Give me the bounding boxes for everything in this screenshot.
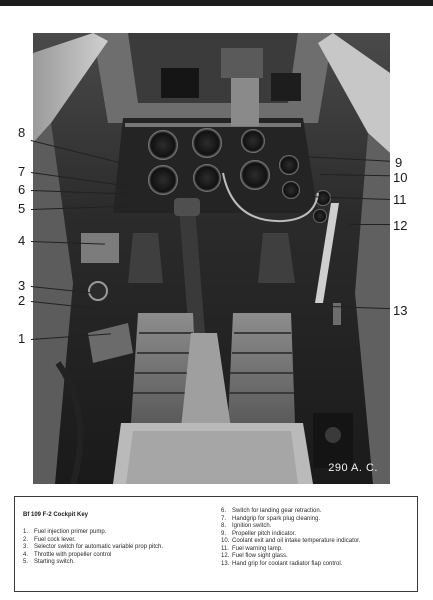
key-item-number: 12. (221, 553, 230, 559)
key-item-text: Switch for landing gear retraction. (232, 508, 322, 514)
key-list-left (23, 529, 203, 567)
callout-2: 2 (18, 293, 26, 308)
key-item-number: 11. (221, 545, 229, 552)
key-item (221, 561, 416, 569)
key-item-number: 7. (221, 515, 227, 522)
key-title: Bf 109 F-2 Cockpit Key (23, 512, 89, 518)
key-item (221, 553, 416, 561)
cockpit-illustration (33, 33, 390, 484)
callout-10: 10 (393, 170, 408, 185)
key-item-number: 8. (221, 523, 227, 529)
key-item (23, 537, 203, 545)
key-item-text: Starting switch. (34, 559, 75, 565)
cockpit-photo (33, 33, 390, 484)
key-item (23, 529, 203, 537)
key-item (221, 516, 416, 524)
key-item-number: 4. (23, 551, 29, 558)
key-item-number: 5. (23, 559, 29, 565)
key-item (221, 531, 416, 539)
key-item-text: Ignition switch. (232, 523, 272, 529)
callout-12: 12 (393, 218, 408, 233)
key-item-number: 2. (23, 536, 29, 543)
cockpit-key-box (14, 496, 418, 592)
key-item (221, 508, 416, 516)
callout-11: 11 (393, 192, 407, 207)
leader-line-12 (350, 224, 390, 225)
key-item-text: Throttle with propeller control (34, 551, 112, 558)
key-item (23, 552, 203, 560)
key-item (221, 523, 416, 531)
photo-area (0, 6, 433, 478)
key-list-right (221, 508, 416, 568)
callout-6: 6 (18, 182, 26, 197)
key-item-number: 9. (221, 530, 227, 537)
key-item-number: 10. (221, 538, 230, 544)
callout-5: 5 (18, 201, 26, 216)
key-item-text: Hand grip for coolant radiator flap control. (232, 560, 343, 567)
key-item-number: 13. (221, 560, 230, 567)
key-item-number: 3. (23, 544, 29, 550)
callout-9: 9 (395, 155, 403, 170)
key-item (221, 538, 416, 546)
callout-4: 4 (18, 233, 26, 248)
callout-3: 3 (18, 278, 26, 293)
key-item-text: Fuel warning lamp. (232, 545, 283, 552)
key-item (23, 544, 203, 552)
photo-credit: 290 A. C. (328, 462, 378, 474)
key-item-text: Fuel flow sight glass. (232, 553, 288, 559)
key-item-text: Coolant exit and oil intake temperature indicator. (232, 538, 361, 544)
key-item-text: Fuel cock lever. (34, 536, 76, 543)
key-item (23, 559, 203, 567)
key-item-text: Handgrip for spark plug cleaning. (232, 515, 321, 522)
key-item-number: 1. (23, 529, 29, 535)
key-item-text: Selector switch for automatic variable prop pitch. (34, 544, 164, 550)
callout-8: 8 (18, 125, 26, 140)
key-item-text: Propeller pitch indicator. (232, 530, 297, 537)
key-item (221, 546, 416, 554)
callout-13: 13 (393, 303, 408, 318)
key-item-number: 6. (221, 508, 227, 514)
callout-1: 1 (18, 331, 26, 346)
key-item-text: Fuel injection primer pump. (34, 529, 107, 535)
callout-7: 7 (18, 164, 26, 179)
